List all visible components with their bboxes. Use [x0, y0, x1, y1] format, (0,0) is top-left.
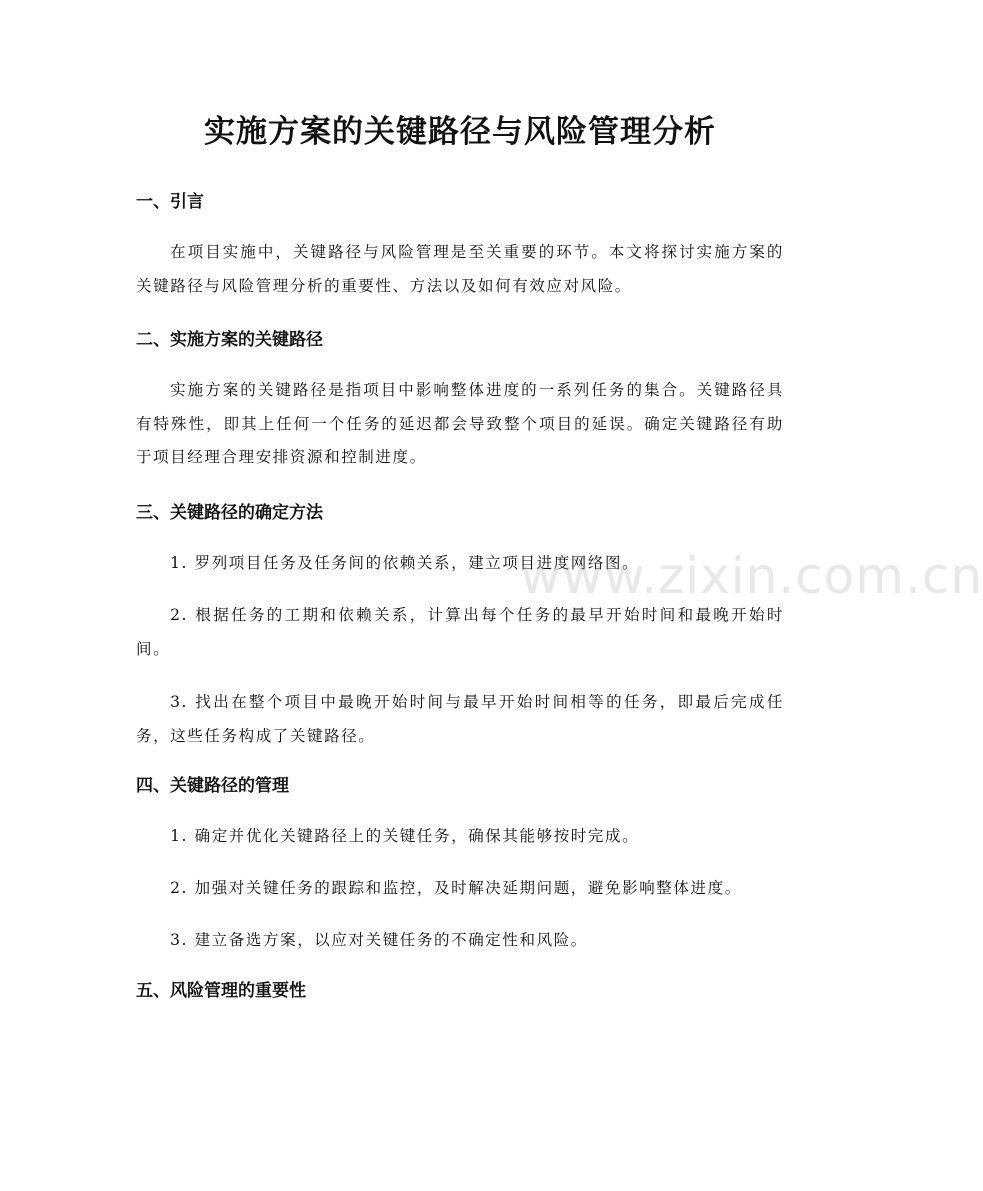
- section-heading-management: 四、关键路径的管理: [136, 776, 289, 796]
- list-item-management-1: 1. 确定并优化关键路径上的关键任务，确保其能够按时完成。: [170, 827, 640, 845]
- section-heading-intro: 一、引言: [136, 192, 204, 212]
- list-item-method-1: 1. 罗列项目任务及任务间的依赖关系，建立项目进度网络图。: [170, 554, 640, 572]
- section-heading-risk: 五、风险管理的重要性: [136, 981, 306, 1001]
- list-item-management-2: 2. 加强对关键任务的跟踪和监控，及时解决延期问题，避免影响整体进度。: [170, 879, 742, 897]
- section-heading-method: 三、关键路径的确定方法: [136, 503, 323, 523]
- list-item-method-3: 3. 找出在整个项目中最晚开始时间与最早开始时间相等的任务，即最后完成任务，这些任务构成了关键路径。: [136, 693, 784, 745]
- paragraph-intro: 在项目实施中，关键路径与风险管理是至关重要的环节。本文将探讨实施方案的关键路径与风险管理分析的重要性、方法以及如何有效应对风险。: [136, 243, 784, 295]
- list-item-management-3: 3. 建立备选方案，以应对关键任务的不确定性和风险。: [170, 931, 588, 949]
- paragraph-critical-path: 实施方案的关键路径是指项目中影响整体进度的一系列任务的集合。关键路径具有特殊性，即其上任何一个任务的延迟都会导致整个项目的延误。确定关键路径有助于项目经理合理安排资源和控制进度。: [136, 381, 784, 466]
- watermark-text: www.zixin.com.cn: [520, 547, 983, 605]
- section-heading-critical-path: 二、实施方案的关键路径: [136, 330, 323, 350]
- document-title: 实施方案的关键路径与风险管理分析: [204, 114, 716, 150]
- list-item-method-2: 2. 根据任务的工期和依赖关系，计算出每个任务的最早开始时间和最晚开始时间。: [136, 606, 784, 658]
